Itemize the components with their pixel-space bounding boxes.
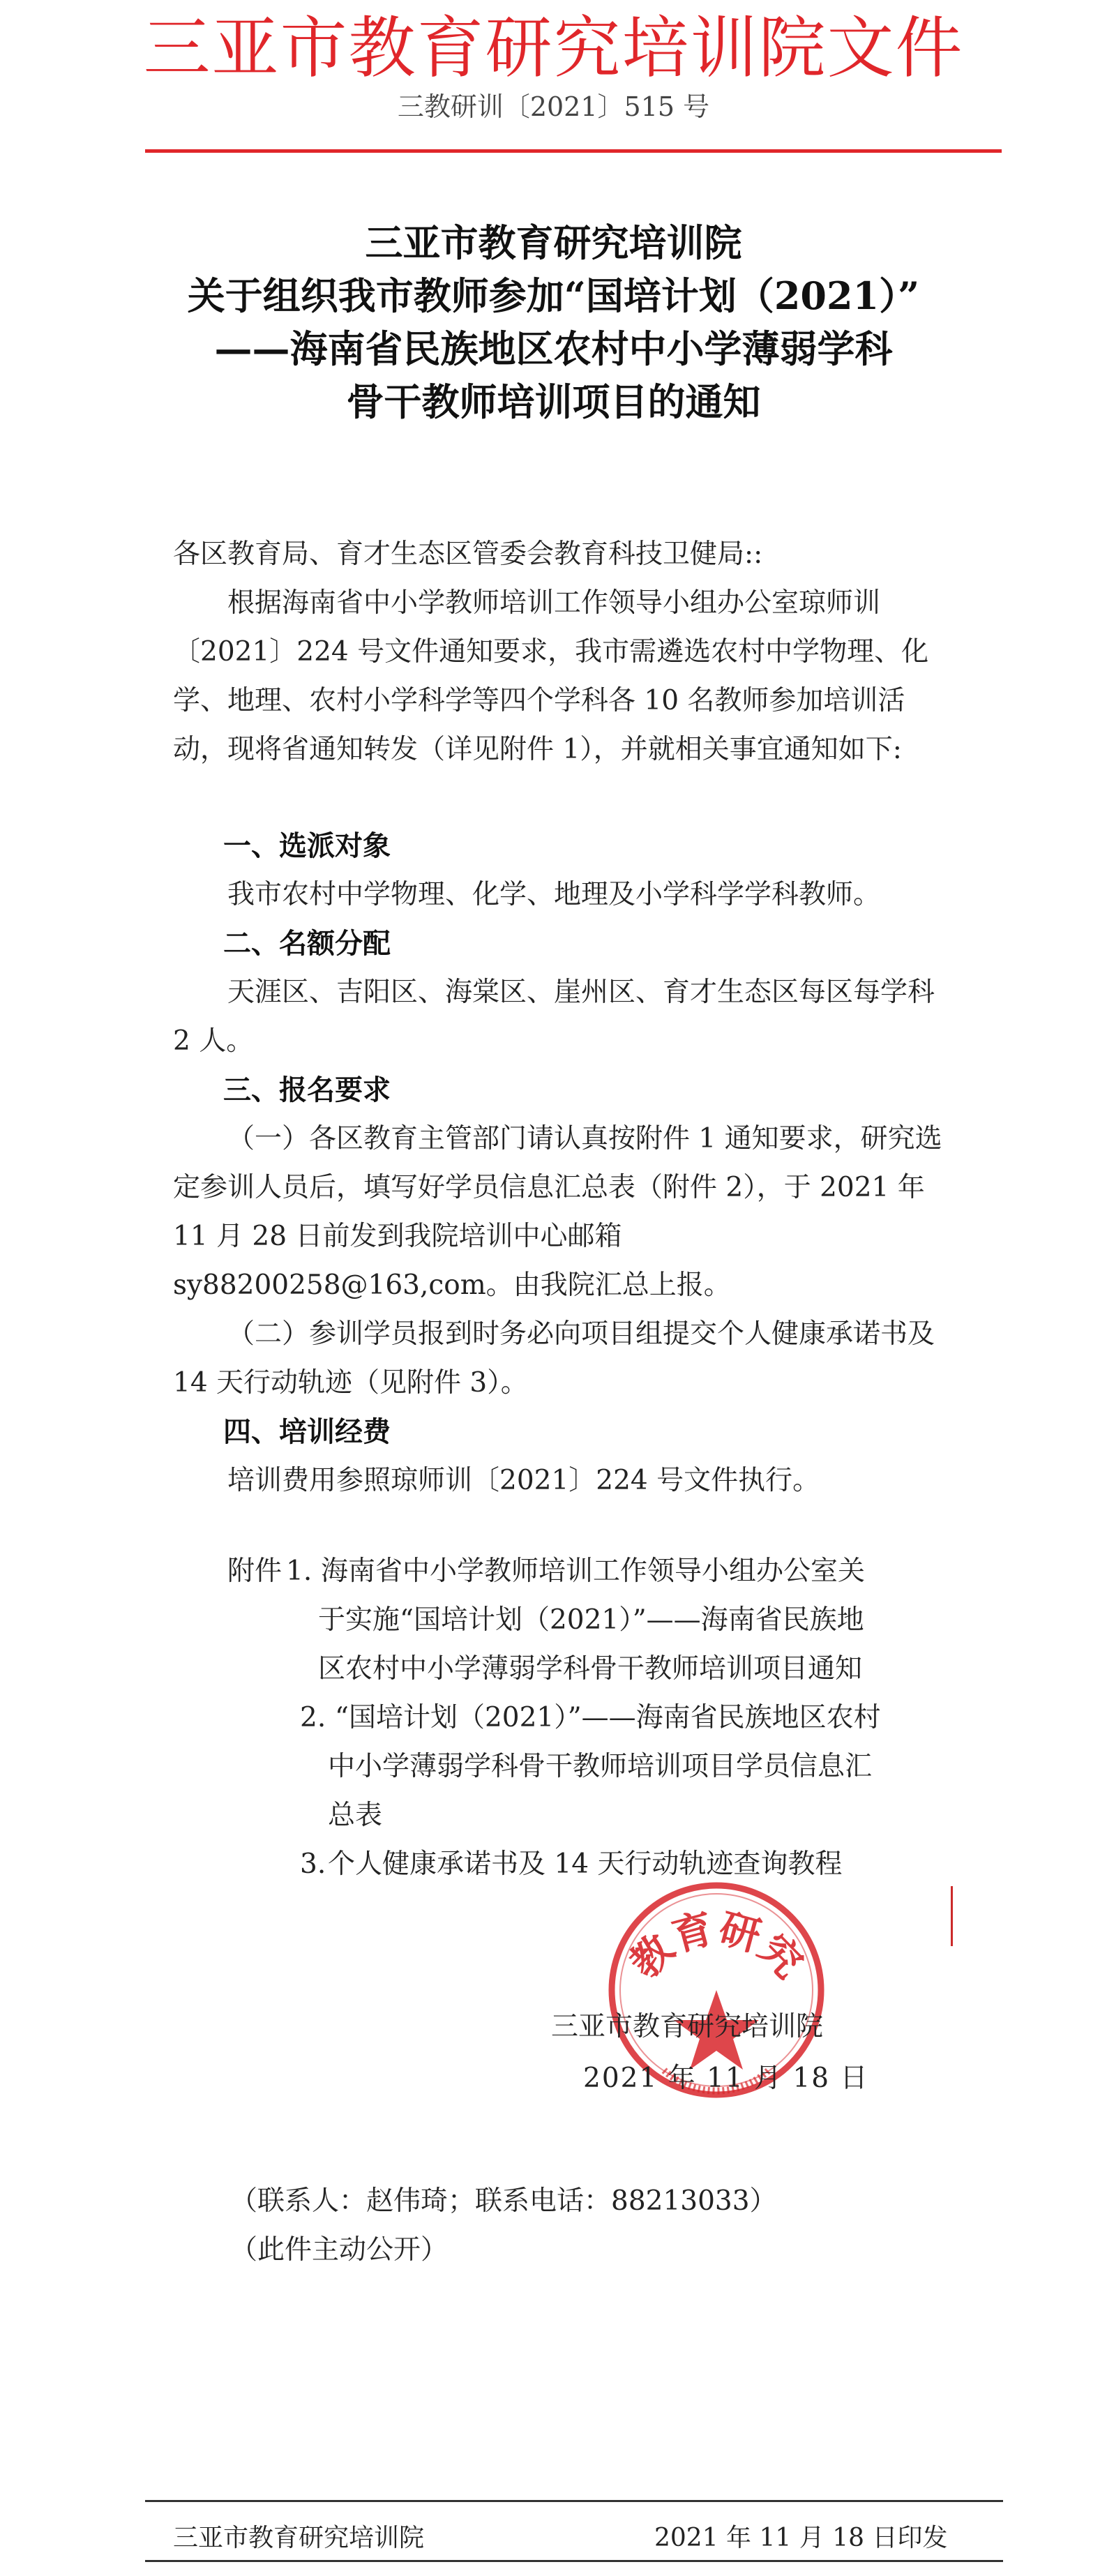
document-number: 三教研训〔2021〕515 号 xyxy=(397,91,710,122)
title-line-4: 骨干教师培训项目的通知 xyxy=(346,379,761,424)
section-3-paragraph-2: （二）参训学员报到时务必向项目组提交个人健康承诺书及 14 天行动轨迹（见附件 3）。 xyxy=(173,1318,935,1399)
title-line-3: ——海南省民族地区农村中小学薄弱学科 xyxy=(214,326,893,371)
section-2-text: 天涯区、吉阳区、海棠区、崖州区、育才生态区每区每学科 2 人。 xyxy=(173,977,935,1057)
section-2-heading: 二、名额分配 xyxy=(223,928,391,960)
section-3-paragraph-1: （一）各区教育主管部门请认真按附件 1 通知要求，研究选定参训人员后，填写好学员信息汇总表（附件 2），于 2021 年 11 月 28 日前发到我院培训中心邮箱 sy88200258@163,com。由我院汇总上报。 xyxy=(173,1123,942,1301)
notice-title xyxy=(0,216,1107,428)
attachments-prefix: 附件 xyxy=(227,1556,283,1587)
attachment-2-line-1: “国培计划（2021）”——海南省民族地区农村 xyxy=(335,1702,881,1733)
footer-bottom-rule xyxy=(145,2560,1003,2562)
footer-org: 三亚市教育研究培训院 xyxy=(173,2524,425,2552)
section-3-heading: 三、报名要求 xyxy=(223,1074,391,1106)
attachment-3-line-1: 个人健康承诺书及 14 天行动轨迹查询教程 xyxy=(328,1848,843,1880)
attachment-1-line-3: 区农村中小学薄弱学科骨干教师培训项目通知 xyxy=(318,1653,863,1685)
attachment-3-number: 3. xyxy=(300,1848,326,1880)
signature-org: 三亚市教育研究培训院 xyxy=(551,2011,824,2042)
title-line-1: 三亚市教育研究培训院 xyxy=(365,220,742,265)
document-header-title: 三亚市教育研究培训院文件 xyxy=(143,9,964,87)
seal-text: 教育研究 xyxy=(620,1904,813,1988)
title-line-2: 关于组织我市教师参加“国培计划（2021）” xyxy=(187,273,920,318)
attachment-2-line-2: 中小学薄弱学科骨干教师培训项目学员信息汇 xyxy=(328,1751,873,1782)
salutation: 各区教育局、育才生态区管委会教育科技卫健局:: xyxy=(173,538,763,570)
attachment-1-line-1: 海南省中小学教师培训工作领导小组办公室关 xyxy=(321,1556,866,1587)
section-1-text: 我市农村中学物理、化学、地理及小学科学学科教师。 xyxy=(227,879,881,910)
contact-line: （联系人：赵伟琦；联系电话：88213033） xyxy=(230,2185,777,2217)
attachment-2-number: 2. xyxy=(300,1702,326,1733)
footer-date: 2021 年 11 月 18 日印发 xyxy=(654,2524,948,2552)
attachment-1-line-2: 于实施“国培计划（2021）”——海南省民族地 xyxy=(318,1604,864,1636)
section-1-heading: 一、选派对象 xyxy=(223,830,391,862)
margin-mark xyxy=(951,1886,953,1946)
signature-date: 2021 年 11 月 18 日 xyxy=(583,2063,869,2094)
section-4-text: 培训费用参照琼师训〔2021〕224 号文件执行。 xyxy=(227,1465,820,1496)
attachment-1-number: 1. xyxy=(286,1556,312,1587)
attachment-2-line-3: 总表 xyxy=(328,1800,383,1831)
section-4-heading: 四、培训经费 xyxy=(223,1416,391,1448)
header-red-rule xyxy=(145,149,1002,153)
footer-top-rule xyxy=(145,2500,1003,2502)
public-notice: （此件主动公开） xyxy=(230,2234,449,2266)
intro-paragraph: 根据海南省中小学教师培训工作领导小组办公室琼师训〔2021〕224 号文件通知要求，我市需遴选农村中学物理、化学、地理、农村小学科学等四个学科各 10 名教师参加培训活动，现将省通知转发（详见附件 1），并就相关事宜通知如下: xyxy=(173,587,929,765)
